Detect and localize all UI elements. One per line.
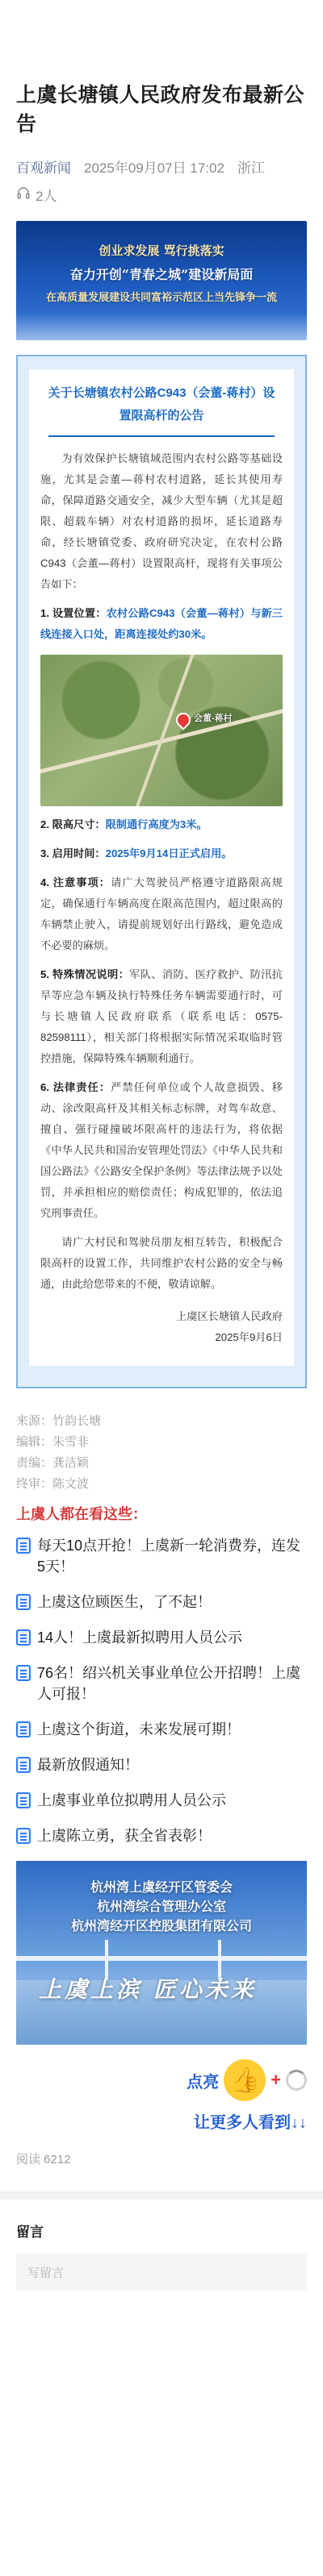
article-credits <box>16 1411 307 1495</box>
sponsor-line2: 杭州湾综合管理办公室 <box>96 1899 226 1914</box>
top-banner-line2: 奋力开创“青春之城”建设新局面 <box>69 267 254 282</box>
recommend-item[interactable] <box>16 1825 307 1846</box>
credit-final: 终审：陈文波 <box>16 1477 90 1491</box>
recommend-item-title: 14人！上虞最新拟聘用人员公示 <box>37 1629 243 1646</box>
article-icon <box>16 1721 31 1737</box>
recommend-item[interactable] <box>16 1754 307 1775</box>
like-prompt <box>0 2059 323 2133</box>
like-prompt-label: 点亮 <box>187 2073 220 2091</box>
recommend-heading: 上虞人都在看这些： <box>16 1506 147 1522</box>
notice-divider <box>48 435 275 437</box>
item-label: 6. 法律责任： <box>40 1081 111 1093</box>
recommend-item-title: 上虞这位顾医生，了不起！ <box>37 1594 212 1610</box>
recommend-item[interactable] <box>16 1535 307 1577</box>
credit-editor: 编辑：朱雪非 <box>16 1435 90 1449</box>
like-prompt-subtitle: 让更多人看到↓↓ <box>194 2114 307 2132</box>
notice-item-special <box>40 964 283 1069</box>
article-region: 浙江 <box>237 160 265 176</box>
recommend-item[interactable] <box>16 1663 307 1704</box>
recommend-list <box>16 1535 307 1846</box>
item-text: 请广大驾驶员严格遵守道路限高规定，确保通行车辆高度在限高范围内，超过限高的车辆禁止驶入，请提前规划好出行路线，避免造成不必要的麻烦。 <box>40 876 283 951</box>
location-map-image <box>40 655 283 806</box>
recommend-item[interactable] <box>16 1790 307 1811</box>
recommend-item-title: 上虞陈立勇，获全省表彰！ <box>37 1828 212 1844</box>
top-banner-line1: 创业求发展 骂行挑落实 <box>99 243 224 258</box>
recommend-item-title: 上虞这个街道，未来发展可期！ <box>37 1721 241 1737</box>
top-banner-line3: 在高质量发展建设共同富裕示范区上当先锋争一流 <box>45 292 277 304</box>
item-label: 1. 设置位置： <box>40 607 107 619</box>
recommend-item-title: 上虞事业单位拟聘用人员公示 <box>37 1792 226 1808</box>
notice-title: 关于长塘镇农村公路C943（会董-蒋村）设置限高杆的公告 <box>48 386 275 422</box>
map-road <box>40 682 283 776</box>
article-icon <box>16 1538 31 1554</box>
item-text: 严禁任何单位或个人故意损毁、移动、涂改限高杆及其相关标志标牌，对驾车故意、擅自、强行碰撞破坏限高杆的违法行为，将依据《中华人民共和国治安管理处罚法》《中华人民共和国公路法》《公路安全保护条例》等法律法规予以处罚，并承担相应的赔偿责任；构成犯罪的，依法追究刑事责任。 <box>40 1081 283 1219</box>
plus-sign: + <box>271 2070 281 2090</box>
item-text: 2025年9月14日正式启用。 <box>105 847 233 859</box>
item-label: 5. 特殊情况说明： <box>40 968 130 980</box>
calligraphy-slogan: 上虞上滨 匠心未来 <box>39 1976 257 2003</box>
article-date: 2025年09月07日 17:02 <box>84 160 224 176</box>
item-text: 农村公路C943（会董—蒋村）与新三线连接入口处，距离连接处约30米。 <box>40 607 283 640</box>
item-label: 2. 限高尺寸： <box>40 818 106 830</box>
listeners-count: 2人 <box>36 189 57 204</box>
article-icon <box>16 1828 31 1844</box>
recommend-item-title: 最新放假通知！ <box>37 1757 139 1773</box>
article-icon <box>16 1594 31 1610</box>
notice-item-legal <box>40 1077 283 1224</box>
notice-card <box>16 355 307 1388</box>
recommend-item[interactable] <box>16 1627 307 1648</box>
top-banner <box>16 221 307 340</box>
notice-signature-org: 上虞区长塘镇人民政府 <box>176 1310 283 1322</box>
section-divider <box>0 2191 323 2199</box>
notice-item-notes <box>40 872 283 956</box>
credit-source: 来源：竹韵长塘 <box>16 1414 102 1428</box>
recommend-item-title: 76名！绍兴机关事业单位公开招聘！上虞人可报！ <box>37 1665 301 1702</box>
article-icon <box>16 1792 31 1808</box>
comment-input[interactable]: 写留言 <box>16 2253 307 2291</box>
city-skyline <box>16 313 307 340</box>
article-icon <box>16 1757 31 1773</box>
watching-icon[interactable] <box>286 2070 307 2091</box>
thumbs-up-icon[interactable]: 👍 <box>224 2059 266 2101</box>
map-label: 会董-蒋村 <box>194 714 233 723</box>
bridge-graphic <box>16 1956 307 1961</box>
listeners-row[interactable] <box>16 185 307 205</box>
notice-closing: 请广大村民和驾驶员朋友相互转告，积极配合限高杆的设置工作，共同维护农村公路的安全与畅通，由此给您带来的不便，敬请谅解。 <box>40 1236 283 1290</box>
item-text: 军队、消防、医疗救护、防汛抗旱等应急车辆及执行特殊任务车辆需要通行时，可与长塘镇人民政府联系（联系电话：0575-82598111），相关部门将根据实际情况采取临时管控措施，保障特殊车辆顺利通行。 <box>40 968 283 1064</box>
recommend-item-title: 每天10点开抢！上虞新一轮消费券，连发5天！ <box>37 1538 301 1575</box>
item-label: 3. 启用时间： <box>40 847 106 859</box>
comments-heading: 留言 <box>16 2224 44 2240</box>
article-icon <box>16 1665 31 1681</box>
article-source-link[interactable]: 百观新闻 <box>16 160 71 176</box>
item-text: 限制通行高度为3米。 <box>105 818 208 830</box>
notice-item-location <box>40 603 283 645</box>
notice-intro: 为有效保护长塘镇域范围内农村公路等基础设施，尤其是会董—蒋村农村道路，延长其使用寿命，保障道路交通安全，减少大型车辆（尤其是超限、超载车辆）对农村道路的损坏，延长道路寿命，经长塘镇党委、政府研究决定，在农村公路C943（会董—蒋村）设置限高杆，现将有关事项公告如下： <box>40 452 283 590</box>
sponsor-line1: 杭州湾上虞经开区管委会 <box>90 1879 233 1895</box>
map-road <box>128 655 198 806</box>
article-meta <box>16 156 307 177</box>
read-count: 阅读 6212 <box>16 2153 71 2166</box>
recommend-item[interactable] <box>16 1592 307 1613</box>
article-title: 上虞长塘镇人民政府发布最新公告 <box>16 84 305 135</box>
item-label: 4. 注意事项： <box>40 876 111 888</box>
notice-signature-date: 2025年9月6日 <box>215 1331 283 1343</box>
notice-item-start-date <box>40 843 283 864</box>
headphones-icon <box>16 185 31 204</box>
sponsor-line3: 杭州湾经开区控股集团有限公司 <box>70 1918 252 1933</box>
recommend-item[interactable] <box>16 1719 307 1740</box>
article-icon <box>16 1629 31 1646</box>
sponsor-banner <box>16 1861 307 2045</box>
credit-reviewer: 责编：龚洁颖 <box>16 1456 90 1470</box>
notice-item-height <box>40 814 283 835</box>
map-pin-icon <box>173 710 193 730</box>
